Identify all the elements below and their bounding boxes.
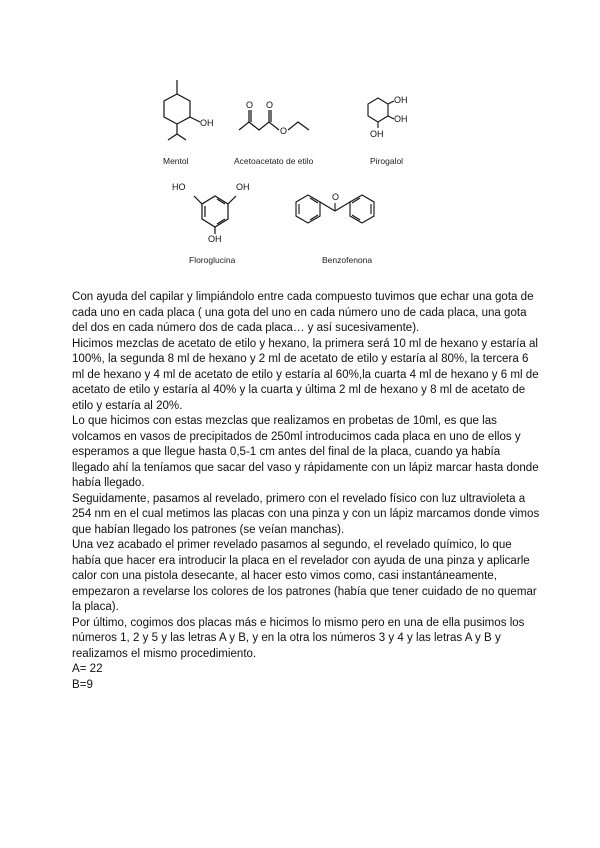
acetoacetato-structure — [235, 96, 335, 146]
result-a: A= 22 — [72, 663, 103, 675]
paragraph-revelado-quimico: Una vez acabado el primer revelado pasamos al segundo, el revelado químico, lo que había que hacer era introducir la placa en el revelador con ayuda de una pinza y aplicarle calor con una pistola desecante, al hacer esto vimos como, casi instantáneamente, empezaron a revelarse los colores de los patrones (había que tener cuidado de no quemar la placa). — [72, 539, 537, 613]
benzofenona-label: Benzofenona — [322, 255, 373, 265]
chemical-structures-figure — [150, 70, 430, 270]
paragraph-capilar: Con ayuda del capilar y limpiándolo entre cada compuesto tuvimos que echar una gota de cada uno en cada placa ( una gota del uno en cada número uno de cada placa, una gota del dos en cada número dos de cada placa… y así sucesivamente). — [72, 291, 534, 334]
floroglucina-oh-2: OH — [208, 234, 222, 242]
acetoacetato-ketone-o: O — [246, 100, 254, 110]
mentol-structure — [150, 72, 220, 152]
paragraph-probetas: Lo que hicimos con estas mezclas que realizamos en probetas de 10ml, es que las volcamos en vasos de precipitados de 250ml introducimos cada placa en uno de ellos y esperamos a que llegue hasta 0,5-1 cm antes del final de la placa, cuando ya había llegado ahí la teníamos que sacar del vaso y rápidamente con un lápiz marcar hasta donde había llegado. — [72, 415, 539, 489]
floroglucina-ho-label: HO — [172, 182, 186, 192]
floroglucina-label: Floroglucina — [189, 255, 236, 265]
pirogalol-label: Pirogalol — [370, 156, 404, 166]
acetoacetato-ether-o: O — [280, 126, 288, 136]
acetoacetato-label: Acetoacetato de etilo — [234, 156, 314, 166]
body-text — [72, 290, 540, 693]
mentol-oh-label: OH — [200, 118, 214, 128]
pirogalol-structure — [360, 90, 420, 140]
paragraph-mezclas: Hicimos mezclas de acetato de etilo y hexano, la primera será 10 ml de hexano y estaría al 100%, la segunda 8 ml de hexano y 2 ml de acetato de etilo y estaría al 80%, la tercera 6 ml de hexano y 4 ml de acetato de etilo y estaría al 60%,la cuarta 4 ml de hexano y 6 ml de acetato de etilo y estaría al 40% y la cuarta y última 2 ml de hexano y 8 ml de acetato de etilo y estaría al 20%. — [72, 337, 539, 412]
pirogalol-oh-3: OH — [370, 129, 384, 139]
acetoacetato-ester-o: O — [266, 100, 274, 110]
pirogalol-oh-1: OH — [394, 95, 408, 105]
result-b: B=9 — [72, 678, 93, 691]
paragraph-revelado-fisico: Seguidamente, pasamos al revelado, primero con el revelado físico con luz ultravioleta a 254 nm en el cual metimos las placas con una pinza y con un lápiz marcamos donde vimos que habían llegado los patrones (se veían manchas). — [72, 492, 540, 536]
mentol-label: Mentol — [163, 156, 189, 166]
benzofenona-structure — [290, 185, 410, 235]
pirogalol-oh-2: OH — [394, 114, 408, 124]
paragraph-ultimo: Por último, cogimos dos placas más e hicimos lo mismo pero en una de ella pusimos los números 1, 2 y 5 y las letras A y B, y en la otra los números 3 y 4 y las letras A y B y realizamos el mismo procedimiento. — [72, 616, 525, 660]
benzofenona-o-label: O — [332, 192, 340, 202]
floroglucina-oh-1: OH — [236, 182, 250, 192]
floroglucina-structure — [170, 176, 260, 242]
